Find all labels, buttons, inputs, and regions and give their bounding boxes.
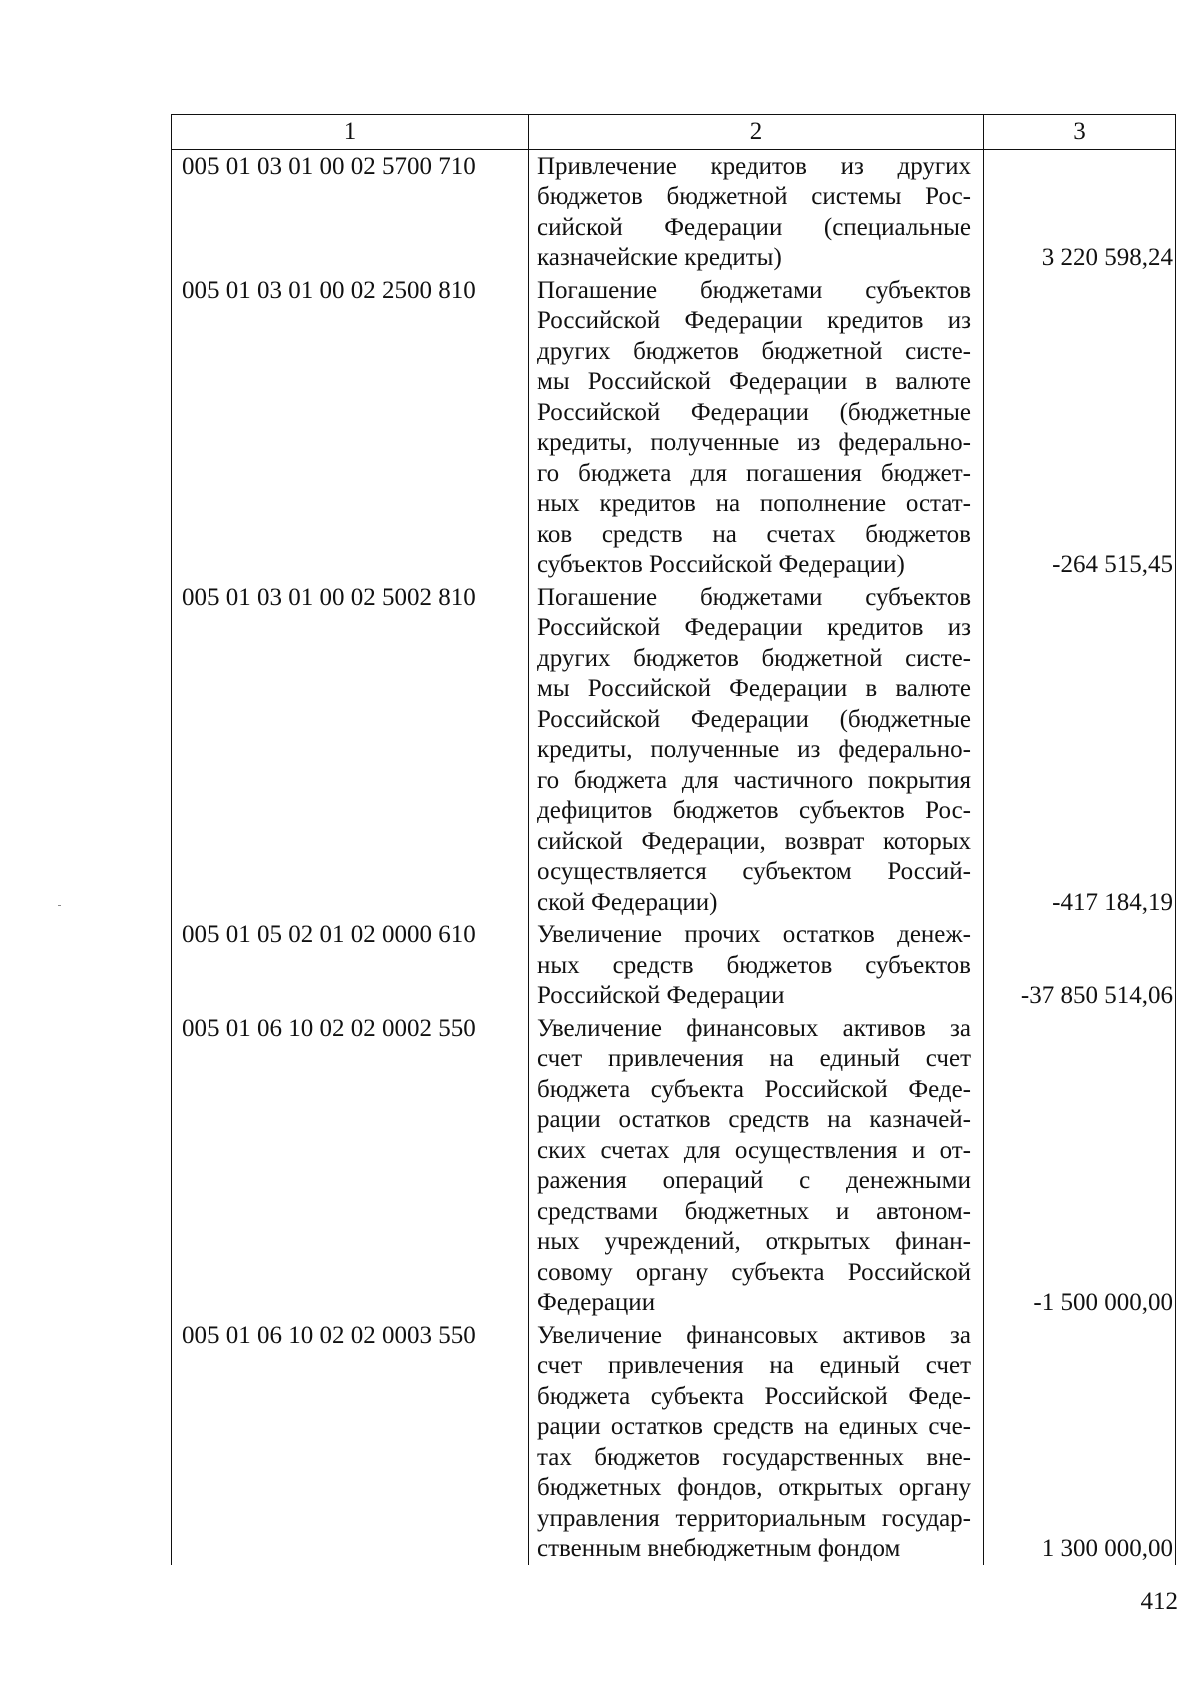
description-line: кредиты, полученные из федерально-	[537, 429, 971, 456]
row-amount: -417 184,19	[984, 581, 1176, 919]
description-line: казначейские кредиты)	[537, 244, 782, 271]
row-amount: 1 300 000,00	[984, 1319, 1176, 1565]
description-line: дефицитов бюджетов субъектов Рос-	[537, 797, 971, 824]
description-line: го бюджета для погашения бюджет-	[537, 459, 971, 487]
row-description	[529, 1319, 984, 1565]
description-line: мы Российской Федерации в валюте	[537, 368, 971, 395]
description-line: сийской Федерации, возврат которых	[537, 827, 971, 855]
description-line: ных средств бюджетов субъектов	[537, 951, 971, 979]
table-row	[172, 274, 1176, 581]
row-description	[529, 581, 984, 919]
row-amount: -264 515,45	[984, 274, 1176, 581]
description-line: совому органу субъекта Российской	[537, 1258, 971, 1286]
table-row	[172, 1012, 1176, 1319]
row-description	[529, 1012, 984, 1319]
description-line: Увеличение финансовых активов за	[537, 1014, 971, 1042]
description-line: ных кредитов на пополнение остат-	[537, 490, 971, 517]
description-line: мы Российской Федерации в валюте	[537, 675, 971, 702]
row-code: 005 01 05 02 01 02 0000 610	[172, 918, 529, 1012]
description-line: средствами бюджетных и автоном-	[537, 1197, 971, 1225]
description-line: Российской Федерации кредитов из	[537, 307, 971, 334]
row-description	[529, 274, 984, 581]
table-row	[172, 1319, 1176, 1565]
description-line: Российской Федерации (бюджетные	[537, 398, 971, 426]
description-line: ских счетах для осуществления и от-	[537, 1136, 971, 1164]
budget-table	[171, 114, 1176, 1565]
row-code: 005 01 06 10 02 02 0002 550	[172, 1012, 529, 1319]
description-line: бюджета субъекта Российской Феде-	[537, 1075, 971, 1103]
description-line: сийской Федерации (специальные	[537, 213, 971, 241]
description-line: Федерации	[537, 1289, 656, 1316]
description-line: ков средств на счетах бюджетов	[537, 520, 971, 548]
description-line: управления территориальным государ-	[537, 1504, 971, 1532]
description-line: Российской Федерации (бюджетные	[537, 705, 971, 733]
description-line: кредиты, полученные из федерально-	[537, 736, 971, 763]
page-number: 412	[1140, 1588, 1178, 1615]
row-amount: -1 500 000,00	[984, 1012, 1176, 1319]
row-code: 005 01 03 01 00 02 5700 710	[172, 149, 529, 274]
description-line: Увеличение финансовых активов за	[537, 1321, 971, 1349]
row-description	[529, 149, 984, 274]
description-line: бюджетов бюджетной системы Рос-	[537, 183, 971, 210]
description-line: тах бюджетов государственных вне-	[537, 1443, 971, 1471]
description-line: счет привлечения на единый счет	[537, 1352, 971, 1379]
row-description	[529, 918, 984, 1012]
header-row	[172, 115, 1176, 150]
column-header-2: 2	[529, 115, 984, 150]
description-line: Увеличение прочих остатков денеж-	[537, 921, 971, 948]
description-line: Привлечение кредитов из других	[537, 152, 971, 180]
description-line: субъектов Российской Федерации)	[537, 551, 905, 578]
description-line: бюджетных фондов, открытых органу	[537, 1474, 971, 1501]
description-line: Российской Федерации кредитов из	[537, 614, 971, 641]
description-line: го бюджета для частичного покрытия	[537, 766, 971, 794]
description-line: других бюджетов бюджетной систе-	[537, 644, 971, 672]
table-row	[172, 149, 1176, 274]
column-header-1: 1	[172, 115, 529, 150]
row-amount: 3 220 598,24	[984, 149, 1176, 274]
description-line: Погашение бюджетами субъектов	[537, 276, 971, 304]
description-line: ственным внебюджетным фондом	[537, 1535, 901, 1562]
table-row	[172, 918, 1176, 1012]
description-line: других бюджетов бюджетной систе-	[537, 337, 971, 365]
description-line: бюджета субъекта Российской Феде-	[537, 1382, 971, 1410]
row-code: 005 01 03 01 00 02 5002 810	[172, 581, 529, 919]
description-line: ской Федерации)	[537, 888, 718, 916]
row-amount: -37 850 514,06	[984, 918, 1176, 1012]
description-line: Российской Федерации	[537, 982, 785, 1009]
column-header-3: 3	[984, 115, 1176, 150]
scan-artifact	[58, 905, 61, 906]
description-line: осуществляется субъектом Россий-	[537, 858, 971, 885]
row-code: 005 01 03 01 00 02 2500 810	[172, 274, 529, 581]
description-line: Погашение бюджетами субъектов	[537, 583, 971, 611]
table-row	[172, 581, 1176, 919]
description-line: рации остатков средств на казначей-	[537, 1106, 971, 1133]
description-line: ражения операций с денежными	[537, 1167, 971, 1194]
table-body	[172, 149, 1176, 1565]
description-line: ных учреждений, открытых финан-	[537, 1228, 971, 1255]
description-line: счет привлечения на единый счет	[537, 1045, 971, 1072]
description-line: рации остатков средств на единых сче-	[537, 1413, 971, 1440]
row-code: 005 01 06 10 02 02 0003 550	[172, 1319, 529, 1565]
